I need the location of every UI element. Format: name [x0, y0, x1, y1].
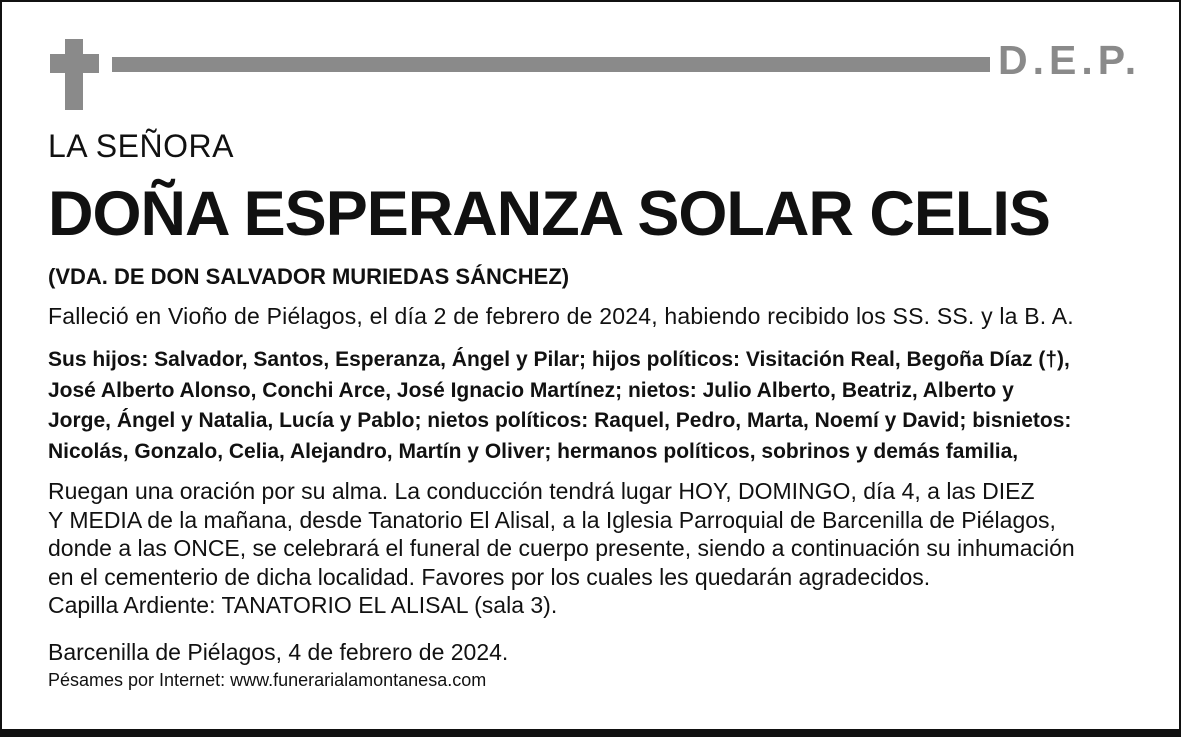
service-line: en el cementerio de dicha localidad. Favores por los cuales les quedarán agradecidos.	[48, 563, 931, 590]
family-line: Jorge, Ángel y Natalia, Lucía y Pablo; nietos políticos: Raquel, Pedro, Marta, Noemí y David; bisnietos:	[48, 409, 1072, 432]
place-date: Barcenilla de Piélagos, 4 de febrero de 2024.	[48, 639, 509, 665]
family-line: Sus hijos: Salvador, Santos, Esperanza, Ángel y Pilar; hijos políticos: Visitación Real, Begoña Díaz (†),	[48, 348, 1070, 371]
cross-icon-bar	[50, 54, 99, 73]
service-line: Y MEDIA de la mañana, desde Tanatorio El Alisal, a la Iglesia Parroquial de Barcenilla de Piélagos,	[48, 506, 1056, 533]
condolences-link[interactable]: Pésames por Internet: www.funerarialamontanesa.com	[48, 670, 487, 690]
cross-icon	[65, 39, 83, 110]
deceased-name: DOÑA ESPERANZA SOLAR CELIS	[48, 179, 1050, 249]
service-line: Capilla Ardiente: TANATORIO EL ALISAL (sala 3).	[48, 592, 558, 618]
family-line: Nicolás, Gonzalo, Celia, Alejandro, Martín y Oliver; hermanos políticos, sobrinos y demás familia,	[48, 439, 1019, 463]
widow-of: (VDA. DE DON SALVADOR MURIEDAS SÁNCHEZ)	[48, 264, 570, 289]
header-rule	[112, 57, 990, 72]
death-notice: Falleció en Vioño de Piélagos, el día 2 de febrero de 2024, habiendo recibido los SS. SS. y la B. A.	[48, 303, 1074, 329]
service-details	[48, 477, 1168, 620]
honorific: LA SEÑORA	[48, 128, 234, 164]
family-list	[48, 345, 1168, 467]
service-line: Ruegan una oración por su alma. La conducción tendrá lugar HOY, DOMINGO, día 4, a las DIEZ	[48, 478, 1035, 504]
dep-label: D.E.P.	[998, 37, 1142, 83]
service-line: donde a las ONCE, se celebrará el funeral de cuerpo presente, siendo a continuación su inhumación	[48, 535, 1075, 561]
family-line: José Alberto Alonso, Conchi Arce, José Ignacio Martínez; nietos: Julio Alberto, Beatriz, Alberto y	[48, 378, 1014, 402]
